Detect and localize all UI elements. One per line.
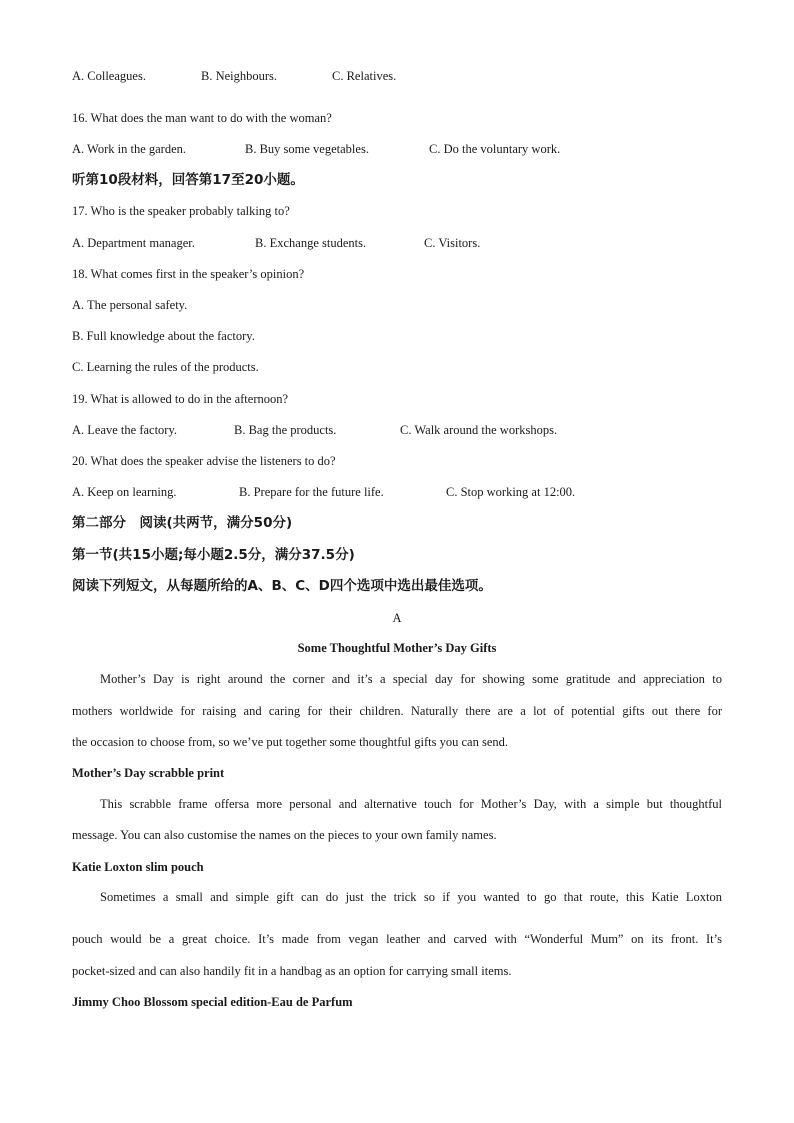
q20-option-b: B. Prepare for the future life. (239, 485, 384, 499)
item2-heading: Katie Loxton slim pouch (72, 860, 204, 874)
item2-line-1: Sometimes a small and simple gift can do just the trick so if you wanted to go that route, this Katie Loxton (100, 890, 722, 904)
item1-line-2: message. You can also customise the names on the pieces to your own family names. (72, 828, 497, 842)
q16-option-c: C. Do the voluntary work. (429, 142, 561, 156)
q19-question: 19. What is allowed to do in the afternoon? (72, 392, 289, 406)
intro-line-3: the occasion to choose from, so we’ve put together some thoughtful gifts you can send. (72, 735, 509, 749)
q16-question: 16. What does the man want to do with the woman? (72, 111, 332, 125)
q18-question: 18. What comes first in the speaker’s opinion? (72, 267, 305, 281)
section1-title: 第一节(共15小题;每小题2.5分，满分37.5分) (72, 547, 355, 563)
q15-option-c: C. Relatives. (332, 69, 397, 83)
q20-option-c: C. Stop working at 12:00. (446, 485, 576, 499)
item1-heading: Mother’s Day scrabble print (72, 766, 225, 780)
item1-line-1: This scrabble frame offersa more personal and alternative touch for Mother’s Day, with a simple but thoughtful (100, 797, 722, 811)
q17-option-a: A. Department manager. (72, 236, 195, 250)
intro-line-1: Mother’s Day is right around the corner and it’s a special day for showing some gratitude and appreciation to (100, 672, 722, 686)
reading-instruction: 阅读下列短文，从每题所给的A、B、C、D四个选项中选出最佳选项。 (72, 578, 492, 594)
q18-option-c: C. Learning the rules of the products. (72, 360, 259, 374)
q17-option-c: C. Visitors. (424, 236, 481, 250)
q18-option-b: B. Full knowledge about the factory. (72, 329, 255, 343)
q16-option-a: A. Work in the garden. (72, 142, 187, 156)
passage-letter: A (392, 611, 402, 625)
q16-option-b: B. Buy some vegetables. (245, 142, 369, 156)
q19-option-c: C. Walk around the workshops. (400, 423, 558, 437)
part2-title: 第二部分 阅读(共两节，满分50分) (72, 515, 293, 531)
item2-line-3: pocket-sized and can also handily fit in a handbag as an option for carrying small items. (72, 964, 512, 978)
section10-instruction: 听第10段材料，回答第17至20小题。 (72, 172, 304, 188)
passage-title: Some Thoughtful Mother’s Day Gifts (297, 641, 497, 655)
q15-option-b: B. Neighbours. (201, 69, 278, 83)
q17-option-b: B. Exchange students. (255, 236, 367, 250)
item3-heading: Jimmy Choo Blossom special edition-Eau de Parfum (72, 995, 353, 1009)
q19-option-b: B. Bag the products. (234, 423, 337, 437)
q20-option-a: A. Keep on learning. (72, 485, 177, 499)
intro-line-2: mothers worldwide for raising and caring for their children. Naturally there are a lot of potential gifts out there for (72, 704, 722, 718)
q20-question: 20. What does the speaker advise the listeners to do? (72, 454, 336, 468)
q15-option-a: A. Colleagues. (72, 69, 146, 83)
q18-option-a: A. The personal safety. (72, 298, 188, 312)
q17-question: 17. Who is the speaker probably talking to? (72, 204, 290, 218)
q19-option-a: A. Leave the factory. (72, 423, 178, 437)
item2-line-2: pouch would be a great choice. It’s made from vegan leather and carved with “Wonderful Mum” on its front. It’s (72, 932, 722, 946)
